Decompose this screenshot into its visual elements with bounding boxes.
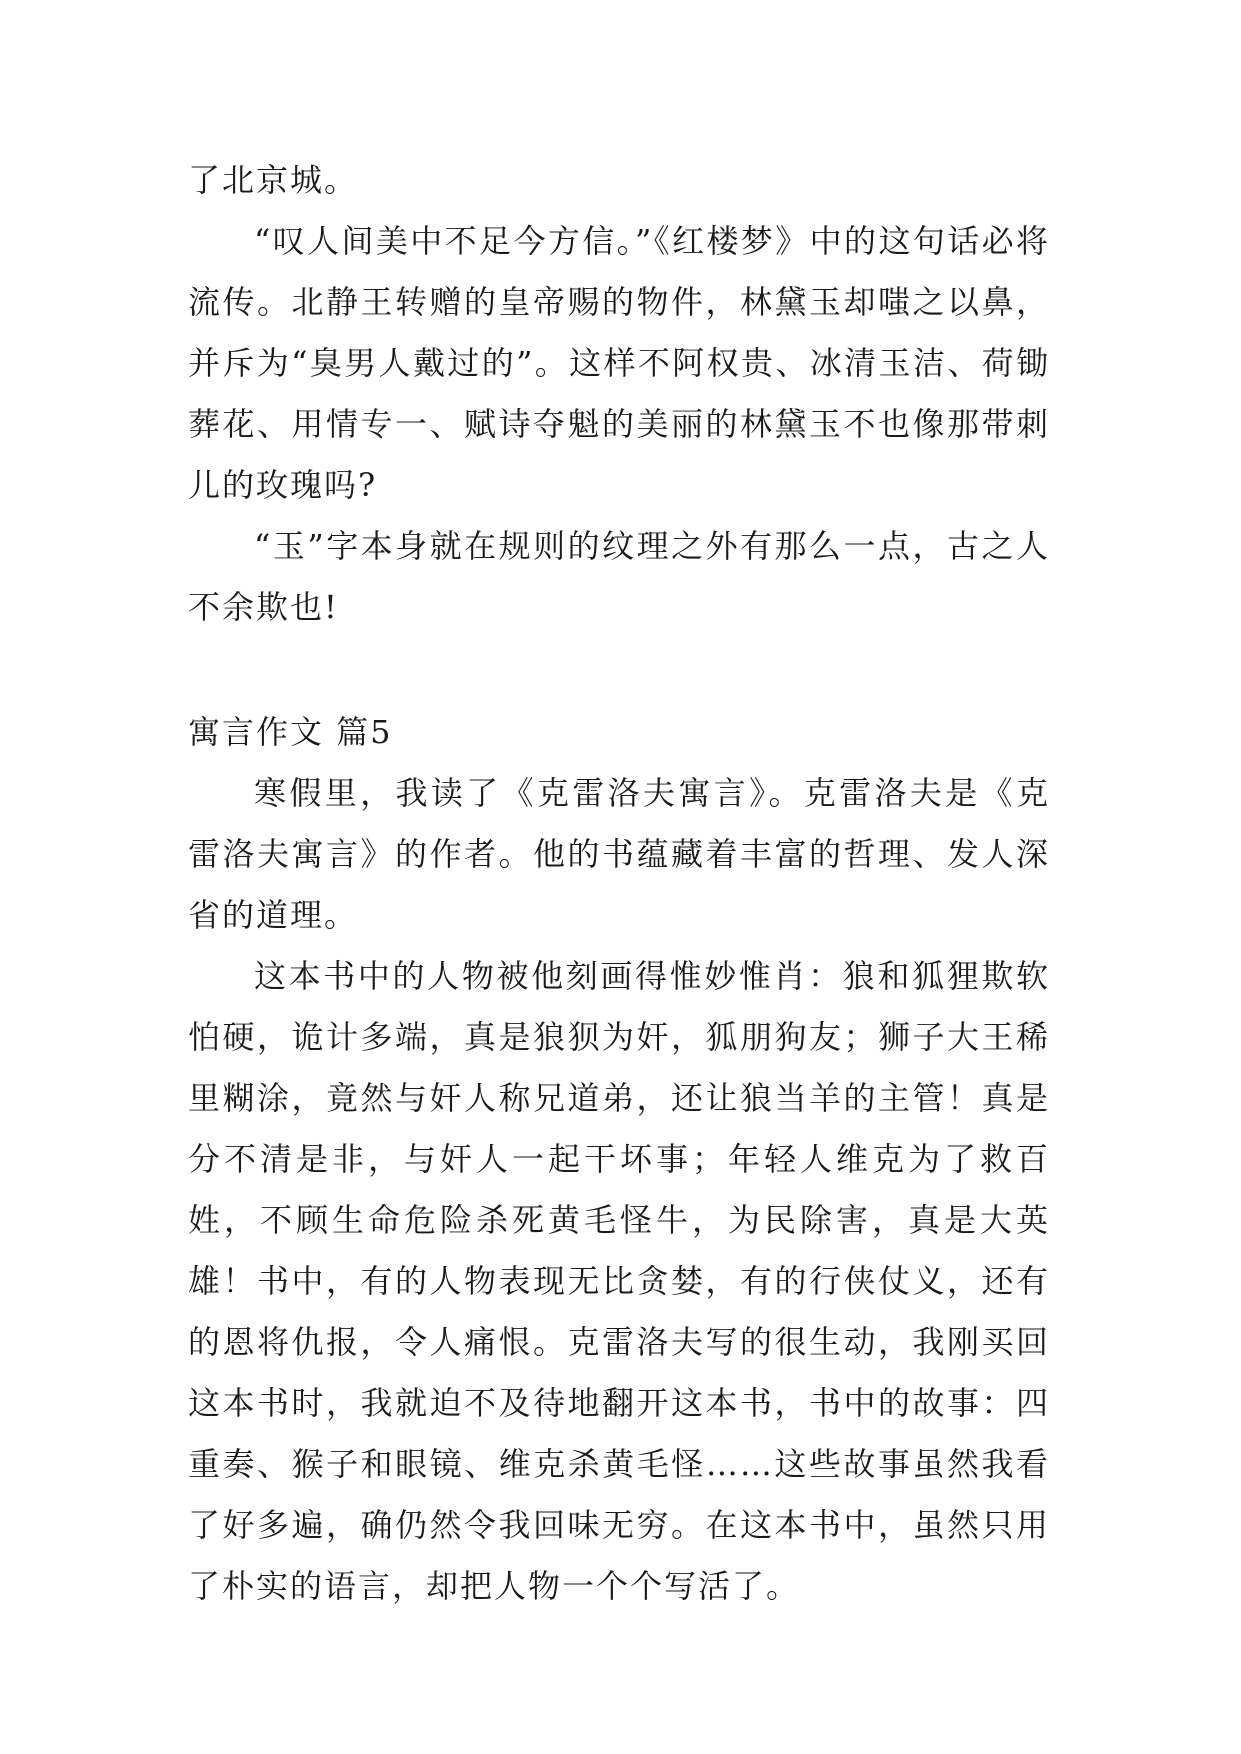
paragraph-hongloumeng: “叹人间美中不足今方信。”《红楼梦》中的这句话必将流传。北静王转赠的皇帝赐的物件，林黛玉却嗤之以鼻，并斥为“臭男人戴过的”。这样不阿权贵、冰清玉洁、荷锄葬花、用情专一、赋诗夺魁的美丽的林黛玉不也像那带刺儿的玫瑰吗? [188, 222, 1050, 504]
document-body [188, 150, 1050, 1617]
paragraph-yu-character: “玉”字本身就在规则的纹理之外有那么一点，古之人不余欺也! [188, 527, 1050, 626]
section-heading: 寓言作文 篇5 [188, 713, 393, 751]
paragraph-characters: 这本书中的人物被他刻画得惟妙惟肖：狼和狐狸欺软怕硬，诡计多端，真是狼狈为奸，狐朋狗友；狮子大王稀里糊涂，竟然与奸人称兄道弟，还让狼当羊的主管！真是分不清是非，与奸人一起干坏事；年轻人维克为了救百姓，不顾生命危险杀死黄毛怪牛，为民除害，真是大英雄！书中，有的人物表现无比贪婪，有的行侠仗义，还有的恩将仇报，令人痛恨。克雷洛夫写的很生动，我刚买回这本书时，我就迫不及待地翻开这本书，书中的故事：四重奏、猴子和眼镜、维克杀黄毛怪……这些故事虽然我看了好多遍，确仍然令我回味无穷。在这本书中，虽然只用了朴实的语言，却把人物一个个写活了。 [188, 957, 1050, 1605]
paragraph-intro: 寒假里，我读了《克雷洛夫寓言》。克雷洛夫是《克雷洛夫寓言》的作者。他的书蕴藏着丰富的哲理、发人深省的道理。 [188, 774, 1050, 934]
paragraph-continuation: 了北京城。 [188, 161, 359, 199]
section-spacer [188, 638, 1050, 702]
